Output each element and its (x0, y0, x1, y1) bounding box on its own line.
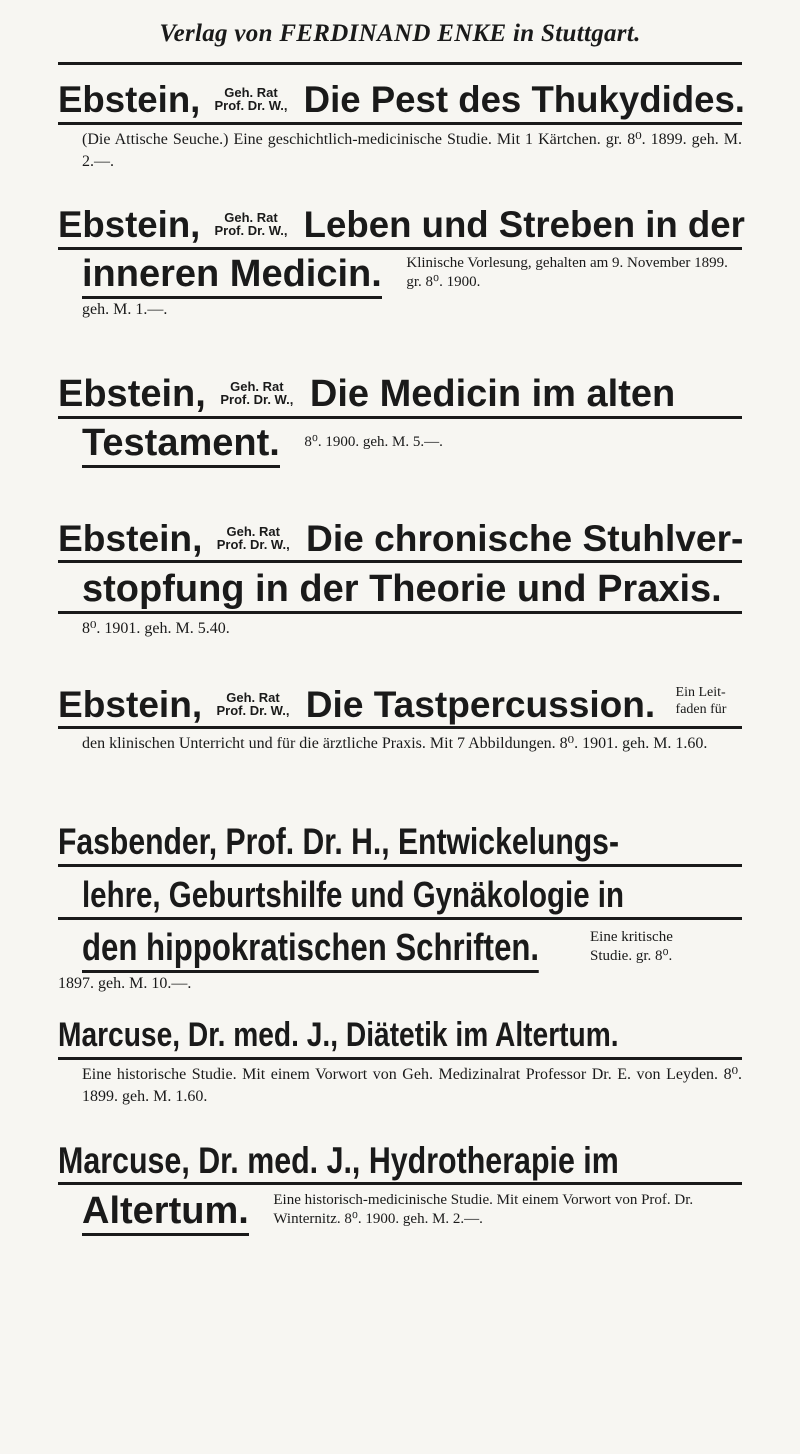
entry-note: Ein Leit- faden für (675, 685, 727, 717)
entry-note: Eine historisch-medicinische Studie. Mit einem Vorwort von Prof. Dr. Winternitz. 8⁰. 1900. geh. M. 2.—. (273, 1192, 694, 1227)
entry-heading (58, 78, 745, 125)
author-name: Ebstein, (58, 79, 201, 120)
entry-description: (Die Attische Seuche.) Eine geschichtlich-medicinische Studie. Mit 1 Kärtchen. gr. 8⁰. 1899. geh. M. 2.—. (82, 131, 742, 170)
book-title-cont: Altertum. (82, 1189, 249, 1236)
entry-heading-cont (58, 873, 742, 920)
entry-heading (58, 203, 745, 250)
entry-tastpercussion (58, 682, 742, 755)
entry-heading (58, 1138, 742, 1185)
book-title: Hydrotherapie im (368, 1139, 619, 1181)
honorific: Geh. Rat Prof. Dr. W., (216, 690, 290, 719)
book-title-cont2: den hippokratischen Schriften. (82, 926, 539, 973)
book-title: Leben und Streben in der (303, 204, 745, 245)
book-title: Die Medicin im alten (309, 373, 676, 415)
honorific: Geh. Rat Prof. Dr. W., (216, 524, 290, 553)
author-name: Ebstein, (58, 683, 203, 725)
entry-heading (58, 1013, 742, 1060)
entry-medicin-testament (58, 372, 742, 468)
publisher-line: Verlag von FERDINAND ENKE in Stuttgart. (159, 20, 641, 47)
entry-stuhlverstopfung (58, 516, 742, 640)
entry-heading (58, 372, 742, 419)
entry-heading (58, 516, 742, 563)
entry-heading-cont2 (58, 926, 742, 973)
author-name: Marcuse, Dr. med. J., (58, 1139, 361, 1181)
book-title: Die Pest des Thukydides. (303, 79, 745, 120)
honorific: Geh. Rat Prof. Dr. W., (220, 378, 294, 407)
entry-heading-text (58, 1013, 619, 1057)
entry-note: Eine kritische Studie. gr. 8⁰. (589, 929, 673, 964)
entry-heading (58, 682, 742, 729)
book-title-cont: lehre, Geburtshilfe und Gynäkologie in (82, 874, 624, 915)
top-rule (58, 62, 742, 65)
author-name: Ebstein, (58, 517, 203, 559)
entry-heading-cont (58, 252, 742, 299)
entry-heading-cont (58, 421, 742, 468)
entry-description: geh. M. 1.—. (82, 301, 168, 318)
book-title: Die chronische Stuhlver- (306, 517, 744, 559)
entry-description: den klinischen Unterricht und für die ärztliche Praxis. Mit 7 Abbildungen. 8⁰. 1901. geh. M. 1.60. (82, 735, 708, 752)
author-name: Ebstein, (58, 204, 201, 245)
entry-note: Klinische Vorlesung, gehalten am 9. November 1899. gr. 8⁰. 1900. (406, 255, 728, 290)
author-name: Ebstein, (58, 373, 206, 415)
book-title: Die Tastpercussion. (305, 683, 656, 725)
author-name: Fasbender, Prof. Dr. H., (58, 821, 390, 862)
book-title-cont: Testament. (82, 421, 280, 468)
entry-leben-streben (58, 203, 745, 321)
entry-heading-cont (58, 1189, 742, 1236)
entry-heading (58, 820, 742, 867)
honorific: Geh. Rat Prof. Dr. W., (214, 210, 288, 239)
entry-note: 8⁰. 1900. geh. M. 5.—. (304, 434, 443, 450)
honorific: Geh. Rat Prof. Dr. W., (214, 85, 288, 114)
entry-heading-text (58, 820, 619, 864)
author-name: Marcuse, Dr. med. J., (58, 1016, 339, 1054)
entry-diaetetik (58, 1013, 742, 1108)
book-title-cont: stopfung in der Theorie und Praxis. (82, 568, 722, 610)
entry-hydrotherapie (58, 1138, 742, 1236)
entry-description: Eine historische Studie. Mit einem Vorwort von Geh. Medizinalrat Professor Dr. E. von Leyden. 8⁰. 1899. geh. M. 1.60. (82, 1066, 742, 1105)
entry-description: 8⁰. 1901. geh. M. 5.40. (82, 620, 230, 637)
entry-description: 1897. geh. M. 10.—. (58, 975, 192, 992)
book-title-cont: inneren Medicin. (82, 252, 382, 299)
entry-pest (58, 78, 745, 173)
book-title: Diätetik im Altertum. (345, 1016, 619, 1054)
entry-heading-cont (58, 567, 742, 614)
book-title: Entwickelungs- (397, 821, 619, 862)
entry-fasbender (58, 820, 742, 995)
entry-heading-text (58, 1138, 619, 1182)
